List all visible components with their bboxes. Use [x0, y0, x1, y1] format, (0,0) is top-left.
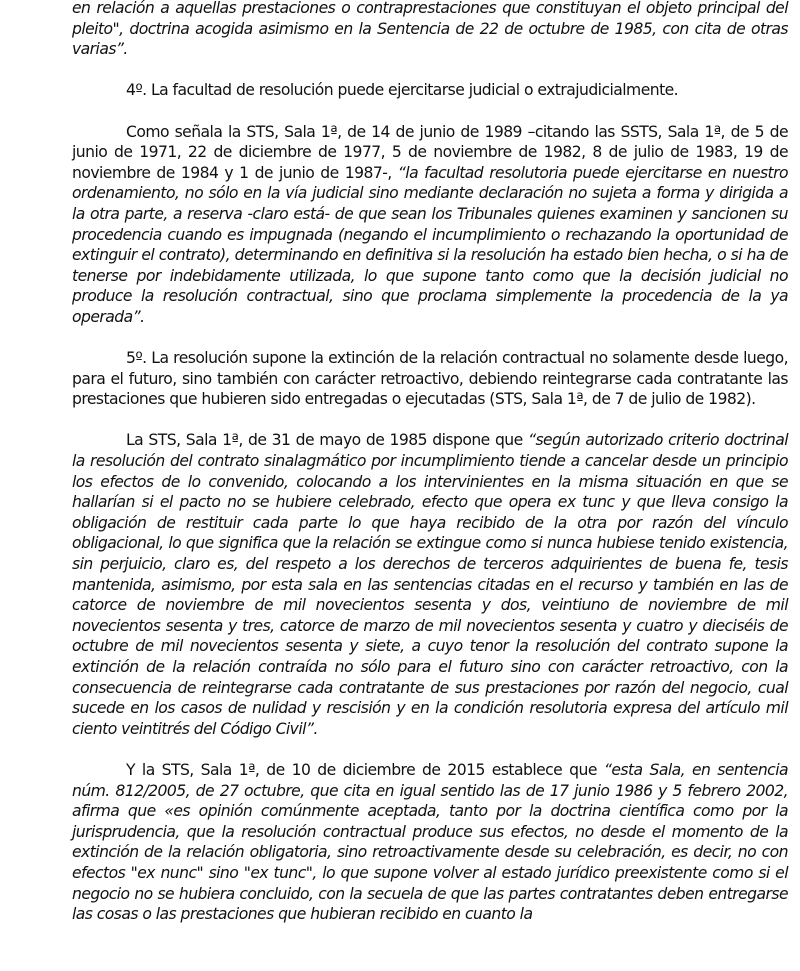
paragraph-sts-2015	[72, 760, 788, 925]
paragraph-point-4	[72, 80, 788, 101]
paragraph-sts-1985	[72, 430, 788, 739]
body-text: Como señala la STS, Sala 1ª, de 14 de junio de 1989 –citando las SSTS, Sala 1ª, de 5 de junio de 1971, 22 de diciembre de 1977, 5 de noviembre de 1982, 8 de julio de 1983, 19 de noviembre de 1984 y 1 de junio de 1987-,	[72, 122, 788, 182]
quoted-text: “según autorizado criterio doctrinal la resolución del contrato sinalagmático por incumplimiento tiende a cancelar desde un principio los efectos de lo convenido, colocando a los intervinientes en la misma situación en que se hallarían si el pacto no se hubiere celebrado, efecto que opera ex tunc y que lleva consigo la obligación de restituir cada parte lo que haya recibido de la otra por razón del vínculo obligacional, lo que significa que la relación se extingue como si nunca hubiese tenido existencia, sin perjuicio, claro es, del respeto a los derechos de terceros adquirientes de buena fe, tesis mantenida, asimismo, por esta sala en las sentencias citadas en el recurso y también en las de catorce de noviembre de mil novecientos sesenta y dos, veintiuno de noviembre de mil novecientos sesenta y tres, catorce de marzo de mil novecientos sesenta y cuatro y dieciséis de octubre de mil novecientos sesenta y siete, a cuyo tenor la resolución del contrato supone la extinción de la relación contraída no sólo para el futuro sino con carácter retroactivo, con la consecuencia de reintegrarse cada contratante de sus prestaciones por razón del negocio, cual sucede en los casos de nulidad y rescisión y en la condición resolutoria expresa del artículo mil ciento veintitrés del Código Civil”.	[72, 431, 788, 738]
paragraph-point-5	[72, 348, 788, 410]
body-text: La STS, Sala 1ª, de 31 de mayo de 1985 dispone que	[126, 431, 528, 450]
quoted-text: “esta Sala, en sentencia núm. 812/2005, de 27 octubre, que cita en igual sentido las de 17 junio 1986 y 5 febrero 2002, afirma que «es opinión comúnmente aceptada, tanto por la doctrina científica como por la jurisprudencia, que la resolución contractual produce sus efectos, no desde el momento de la extinción de la relación obligatoria, sino retroactivamente desde su celebración, es decir, no con efectos "ex nunc" sino "ex tunc", lo que supone volver al estado jurídico preexistente como si el negocio no se hubiera concluido, con la secuela de que las partes contratantes deben entregarse las cosas o las prestaciones que hubieran recibido en cuanto la	[72, 760, 788, 924]
body-text: 4º. La facultad de resolución puede ejercitarse judicial o extrajudicialmente.	[126, 81, 679, 100]
body-text: Y la STS, Sala 1ª, de 10 de diciembre de 2015 establece que	[126, 760, 604, 779]
body-text: 5º. La resolución supone la extinción de la relación contractual no solamente desde luego, para el futuro, sino también con carácter retroactivo, debiendo reintegrarse cada contratante las prestaciones que hubieren sido entregadas o ejecutadas (STS, Sala 1ª, de 7 de julio de 1982).	[72, 349, 788, 409]
quoted-text: “la facultad resolutoria puede ejercitarse en nuestro ordenamiento, no sólo en la vía judicial sino mediante declaración no sujeta a forma y dirigida a la otra parte, a reserva -claro está- de que sean los Tribunales quienes examinen y sancionen su procedencia cuando es impugnada (negando el incumplimiento o rechazando la oportunidad de extinguir el contrato), determinando en definitiva si la resolución ha estado bien hecha, o si ha de tenerse por indebidamente utilizada, lo que supone tanto como que la decisión judicial no produce la resolución contractual, sino que proclama simplemente la procedencia de la ya operada”.	[72, 163, 788, 326]
document-page	[72, 0, 788, 925]
paragraph-continuation	[72, 0, 788, 60]
paragraph-sts-1989	[72, 122, 788, 328]
quoted-text: en relación a aquellas prestaciones o contraprestaciones que constituyan el objeto principal del pleito", doctrina acogida asimismo en la Sentencia de 22 de octubre de 1985, con cita de otras varias”.	[72, 0, 788, 59]
